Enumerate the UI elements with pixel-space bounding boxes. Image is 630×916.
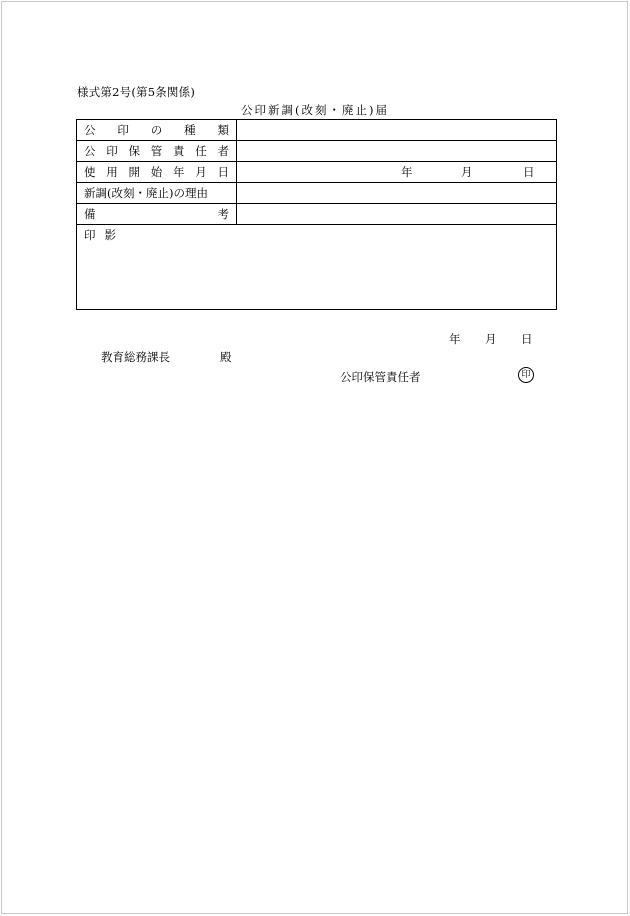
label-char: 開 bbox=[128, 165, 140, 179]
row-custodian bbox=[77, 141, 556, 162]
label-char: 用 bbox=[106, 165, 118, 179]
label-seal-type bbox=[77, 120, 237, 140]
label-char: 公 bbox=[84, 144, 96, 158]
row-reason bbox=[77, 183, 556, 204]
footer-month-unit: 月 bbox=[485, 332, 497, 346]
label-char: 責 bbox=[173, 144, 185, 158]
row-seal-type bbox=[77, 120, 556, 141]
label-char: 公 bbox=[84, 123, 96, 137]
label-char: 類 bbox=[217, 123, 229, 137]
start-date-year-unit: 年 bbox=[401, 165, 413, 179]
seal-mark-icon: 印 bbox=[518, 367, 534, 383]
field-start-date[interactable] bbox=[237, 162, 556, 182]
label-char: 使 bbox=[84, 165, 96, 179]
label-char: 印 bbox=[106, 144, 118, 158]
label-char: 種 bbox=[184, 123, 196, 137]
seal-impression-area[interactable] bbox=[77, 225, 556, 309]
label-char: 月 bbox=[195, 165, 207, 179]
label-char: 任 bbox=[195, 144, 207, 158]
form-number: 様式第2号(第5条関係) bbox=[77, 85, 196, 99]
label-reason-text: 新調(改刻・廃止)の理由 bbox=[84, 186, 208, 200]
label-char: 備 bbox=[84, 207, 96, 221]
label-remarks bbox=[77, 204, 237, 224]
label-char: 日 bbox=[217, 165, 229, 179]
footer-day-unit: 日 bbox=[521, 332, 533, 346]
label-char: 管 bbox=[150, 144, 163, 158]
label-char: 考 bbox=[217, 207, 229, 221]
honorific: 殿 bbox=[220, 350, 232, 364]
label-char: 始 bbox=[150, 165, 163, 179]
row-start-date bbox=[77, 162, 556, 183]
field-seal-type[interactable] bbox=[237, 120, 556, 140]
label-char: 年 bbox=[173, 165, 185, 179]
row-remarks bbox=[77, 204, 556, 225]
start-date-day-unit: 日 bbox=[523, 165, 535, 179]
label-custodian bbox=[77, 141, 237, 161]
label-char: 印 bbox=[117, 123, 129, 137]
label-char: の bbox=[150, 123, 163, 137]
addressee: 教育総務課長 bbox=[101, 350, 170, 364]
label-char: 保 bbox=[128, 144, 140, 158]
form-table bbox=[76, 119, 557, 310]
start-date-month-unit: 月 bbox=[461, 165, 473, 179]
label-reason bbox=[77, 183, 237, 203]
field-remarks[interactable] bbox=[237, 204, 556, 224]
seal-impression-label: 印影 bbox=[84, 228, 125, 242]
footer-year-unit: 年 bbox=[449, 332, 461, 346]
label-char: 者 bbox=[217, 144, 229, 158]
document-title: 公印新調(改刻・廃止)届 bbox=[241, 103, 389, 117]
signer-title: 公印保管責任者 bbox=[340, 370, 421, 384]
field-reason[interactable] bbox=[237, 183, 556, 203]
field-custodian[interactable] bbox=[237, 141, 556, 161]
label-start-date bbox=[77, 162, 237, 182]
